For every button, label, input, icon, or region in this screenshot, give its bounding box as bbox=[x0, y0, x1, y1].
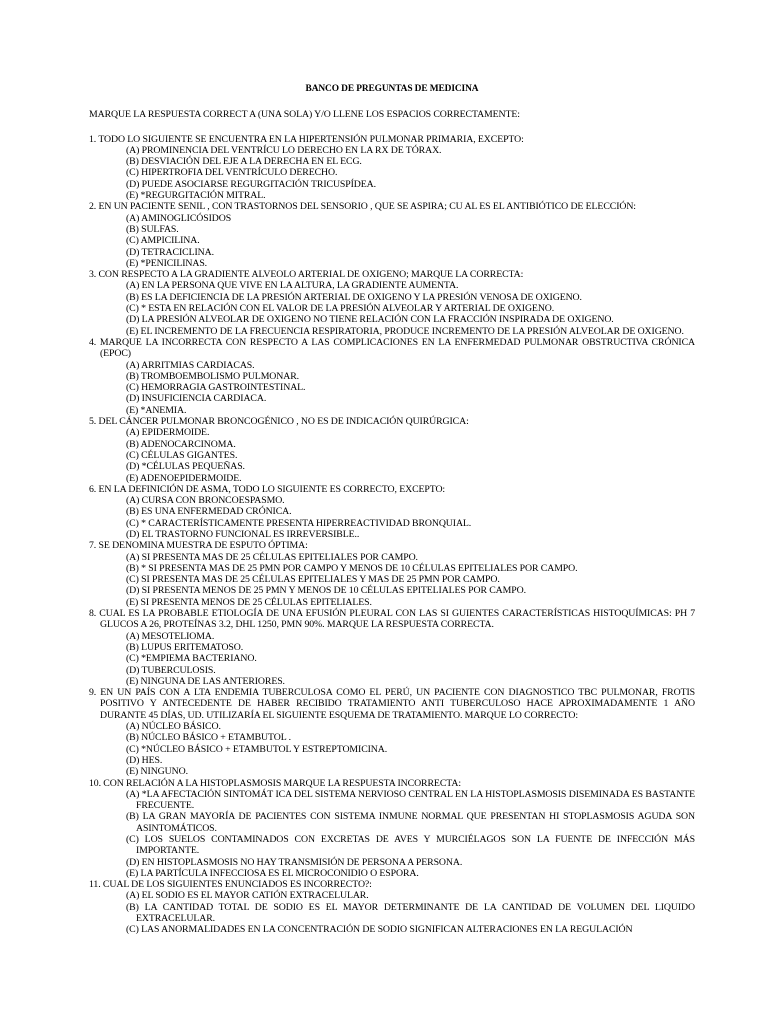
answer-option: (C) HEMORRAGIA GASTROINTESTINAL. bbox=[126, 382, 306, 394]
answer-option: (B) LA GRAN MAYORÍA DE PACIENTES CON SISTEMA INMUNE NORMAL QUE PRESENTAN HI STOPLASMOSIS AGUDA SON ASINTOMÁTICOS. bbox=[126, 811, 695, 834]
answer-option: (D) TETRACICLINA. bbox=[126, 246, 214, 258]
answer-option: (C) HIPERTROFIA DEL VENTRÍCULO DERECHO. bbox=[126, 167, 338, 179]
answer-option: (C) * CARACTERÍSTICAMENTE PRESENTA HIPERREACTIVIDAD BRONQUIAL. bbox=[126, 517, 472, 529]
answer-option: (A) ARRITMIAS CARDIACAS. bbox=[126, 359, 255, 371]
answer-option: (E) *ANEMIA. bbox=[126, 404, 187, 416]
answer-option: (D) LA PRESIÓN ALVEOLAR DE OXIGENO NO TIENE RELACIÓN CON LA FRACCIÓN INSPIRADA DE OXIGENO. bbox=[126, 314, 614, 326]
question-text: 7. SE DENOMINA MUESTRA DE ESPUTO ÓPTIMA: bbox=[89, 540, 308, 552]
answer-option: (A) EL SODIO ES EL MAYOR CATIÓN EXTRACELULAR. bbox=[126, 890, 369, 902]
question-list bbox=[89, 134, 695, 936]
question-block bbox=[89, 134, 695, 202]
answer-option: (D) HES. bbox=[126, 754, 163, 766]
answer-option: (A) EN LA PERSONA QUE VIVE EN LA ALTURA, LA GRADIENTE AUMENTA. bbox=[126, 280, 459, 292]
answer-option: (D) SI PRESENTA MENOS DE 25 PMN Y MENOS DE 10 CÉLULAS EPITELIALES POR CAMPO. bbox=[126, 585, 526, 597]
answer-option: (A) NÚCLEO BÁSICO. bbox=[126, 721, 221, 733]
question-text: 11. CUAL DE LOS SIGUIENTES ENUNCIADOS ES INCORRECTO?: bbox=[89, 879, 372, 891]
question-text: 10. CON RELACIÓN A LA HISTOPLASMOSIS MARQUE LA RESPUESTA INCORRECTA: bbox=[89, 777, 461, 789]
answer-option: (B) LUPUS ERITEMATOSO. bbox=[126, 641, 244, 653]
question-block bbox=[89, 416, 695, 484]
document-title: BANCO DE PREGUNTAS DE MEDICINA bbox=[305, 84, 479, 94]
answer-option: (E) *PENICILINAS. bbox=[126, 257, 208, 269]
question-block bbox=[89, 269, 695, 337]
answer-option: (A) EPIDERMOIDE. bbox=[126, 427, 210, 439]
answer-option: (D) TUBERCULOSIS. bbox=[126, 664, 216, 676]
question-block bbox=[89, 540, 695, 608]
question-text: 1. TODO LO SIGUIENTE SE ENCUENTRA EN LA HIPERTENSIÓN PULMONAR PRIMARIA, EXCEPTO: bbox=[89, 133, 524, 145]
answer-option: (B) DESVIACIÓN DEL EJE A LA DERECHA EN EL ECG. bbox=[126, 156, 362, 168]
answer-option: (D) PUEDE ASOCIARSE REGURGITACIÓN TRICUSPÍDEA. bbox=[126, 178, 376, 190]
question-block bbox=[89, 484, 695, 540]
answer-option: (E) EL INCREMENTO DE LA FRECUENCIA RESPIRATORIA, PRODUCE INCREMENTO DE LA PRESIÓN ALVEOLAR DE OXIGENO. bbox=[126, 325, 684, 337]
answer-option: (C) SI PRESENTA MAS DE 25 CÉLULAS EPITELIALES Y MAS DE 25 PMN POR CAMPO. bbox=[126, 574, 500, 586]
question-text: 3. CON RESPECTO A LA GRADIENTE ALVEOLO ARTERIAL DE OXIGENO; MARQUE LA CORRECTA: bbox=[89, 269, 524, 281]
answer-option: (B) SULFAS. bbox=[126, 223, 179, 235]
document-page bbox=[89, 84, 695, 936]
question-block bbox=[89, 687, 695, 777]
answer-option: (C) * ESTA EN RELACIÓN CON EL VALOR DE LA PRESIÓN ALVEOLAR Y ARTERIAL DE OXIGENO. bbox=[126, 303, 555, 315]
instructions: MARQUE LA RESPUESTA CORRECT A (UNA SOLA) Y/O LLENE LOS ESPACIOS CORRECTAMENTE: bbox=[89, 109, 520, 121]
answer-option: (E) SI PRESENTA MENOS DE 25 CÉLULAS EPITELIALES. bbox=[126, 596, 372, 608]
answer-option: (E) NINGUNA DE LAS ANTERIORES. bbox=[126, 675, 285, 687]
answer-option: (A) SI PRESENTA MAS DE 25 CÉLULAS EPITELIALES POR CAMPO. bbox=[126, 551, 418, 563]
answer-option: (E) NINGUNO. bbox=[126, 766, 188, 778]
answer-option: (E) LA PARTÍCULA INFECCIOSA ES EL MICROCONIDIO O ESPORA. bbox=[126, 867, 419, 879]
answer-option: (C) *EMPIEMA BACTERIANO. bbox=[126, 653, 257, 665]
answer-option: (B) ES LA DEFICIENCIA DE LA PRESIÓN ARTERIAL DE OXIGENO Y LA PRESIÓN VENOSA DE OXIGENO. bbox=[126, 291, 582, 303]
answer-option: (E) ADENOEPIDERMOIDE. bbox=[126, 472, 242, 484]
answer-option: (B) * SI PRESENTA MAS DE 25 PMN POR CAMPO Y MENOS DE 10 CÉLULAS EPITELIALES POR CAMPO. bbox=[126, 562, 578, 574]
question-block bbox=[89, 201, 695, 269]
answer-option: (E) *REGURGITACIÓN MITRAL. bbox=[126, 190, 266, 202]
answer-option: (D) EN HISTOPLASMOSIS NO HAY TRANSMISIÓN DE PERSONA A PERSONA. bbox=[126, 856, 463, 868]
question-text: 5. DEL CÁNCER PULMONAR BRONCOGÉNICO , NO ES DE INDICACIÓN QUIRÚRGICA: bbox=[89, 416, 469, 428]
question-text: 6. EN LA DEFINICIÓN DE ASMA, TODO LO SIGUIENTE ES CORRECTO, EXCEPTO: bbox=[89, 483, 446, 495]
answer-option: (B) ES UNA ENFERMEDAD CRÓNICA. bbox=[126, 506, 292, 518]
answer-option: (D) EL TRASTORNO FUNCIONAL ES IRREVERSIBLE.. bbox=[126, 528, 360, 540]
answer-option: (B) NÚCLEO BÁSICO + ETAMBUTOL . bbox=[126, 732, 291, 744]
question-text: 8. CUAL ES LA PROBABLE ETIOLOGÍA DE UNA EFUSIÓN PLEURAL CON LAS SI GUIENTES CARACTERÍSTICAS HISTOQUÍMICAS: PH 7 GLUCOS A 26, PROTEÍNAS 3.2, DHL 1250, PMN 90%. MARQUE LA RESPUESTA CORRECTA. bbox=[89, 608, 695, 631]
answer-option: (A) AMINOGLICÓSIDOS bbox=[126, 212, 232, 224]
answer-option: (C) AMPICILINA. bbox=[126, 235, 200, 247]
answer-option: (B) ADENOCARCINOMA. bbox=[126, 438, 236, 450]
answer-option: (C) LAS ANORMALIDADES EN LA CONCENTRACIÓN DE SODIO SIGNIFICAN ALTERACIONES EN LA REGULACIÓN bbox=[126, 924, 633, 936]
answer-option: (D) INSUFICIENCIA CARDIACA. bbox=[126, 393, 267, 405]
answer-option: (D) *CÉLULAS PEQUEÑAS. bbox=[126, 461, 245, 473]
answer-option: (A) PROMINENCIA DEL VENTRÍCU LO DERECHO EN LA RX DE TÓRAX. bbox=[126, 144, 442, 156]
answer-option: (A) *LA AFECTACIÓN SINTOMÁT ICA DEL SISTEMA NERVIOSO CENTRAL EN LA HISTOPLASMOSIS DISEMINADA ES BASTANTE FRECUENTE. bbox=[126, 788, 695, 812]
question-block bbox=[89, 337, 695, 416]
question-block bbox=[89, 608, 695, 687]
question-block bbox=[89, 778, 695, 880]
answer-option: (B) TROMBOEMBOLISMO PULMONAR. bbox=[126, 370, 300, 382]
question-text: 2. EN UN PACIENTE SENIL , CON TRASTORNOS DEL SENSORIO , QUE SE ASPIRA; CU AL ES EL ANTIBIÓTICO DE ELECCIÓN: bbox=[89, 201, 636, 213]
answer-option: (A) CURSA CON BRONCOESPASMO. bbox=[126, 495, 285, 507]
question-text: 9. EN UN PAÍS CON A LTA ENDEMIA TUBERCULOSA COMO EL PERÚ, UN PACIENTE CON DIAGNOSTICO TBC PULMONAR, FROTIS POSITIVO Y ANTECEDENTE DE HABER RECIBIDO TRATAMIENTO ANTI TUBERCULOSO HACE APROXIMADAMENTE 1 AÑO DURANTE 45 DÍAS, UD. UTILIZARÍA EL SIGUIENTE ESQUEMA DE TRATAMIENTO. MARQUE LO CORRECTO: bbox=[89, 687, 695, 721]
question-block bbox=[89, 879, 695, 935]
answer-option: (B) LA CANTIDAD TOTAL DE SODIO ES EL MAYOR DETERMINANTE DE LA CANTIDAD DE VOLUMEN DEL LIQUIDO EXTRACELULAR. bbox=[126, 901, 695, 925]
question-text: 4. MARQUE LA INCORRECTA CON RESPECTO A LAS COMPLICACIONES EN LA ENFERMEDAD PULMONAR OBSTRUCTIVA CRÓNICA (EPOC) bbox=[89, 336, 695, 360]
answer-option: (A) MESOTELIOMA. bbox=[126, 630, 215, 642]
answer-option: (C) LOS SUELOS CONTAMINADOS CON EXCRETAS DE AVES Y MURCIÉLAGOS SON LA FUENTE DE INFECCIÓN MÁS IMPORTANTE. bbox=[126, 834, 695, 857]
answer-option: (C) CÉLULAS GIGANTES. bbox=[126, 449, 238, 461]
answer-option: (C) *NÚCLEO BÁSICO + ETAMBUTOL Y ESTREPTOMICINA. bbox=[126, 743, 388, 755]
